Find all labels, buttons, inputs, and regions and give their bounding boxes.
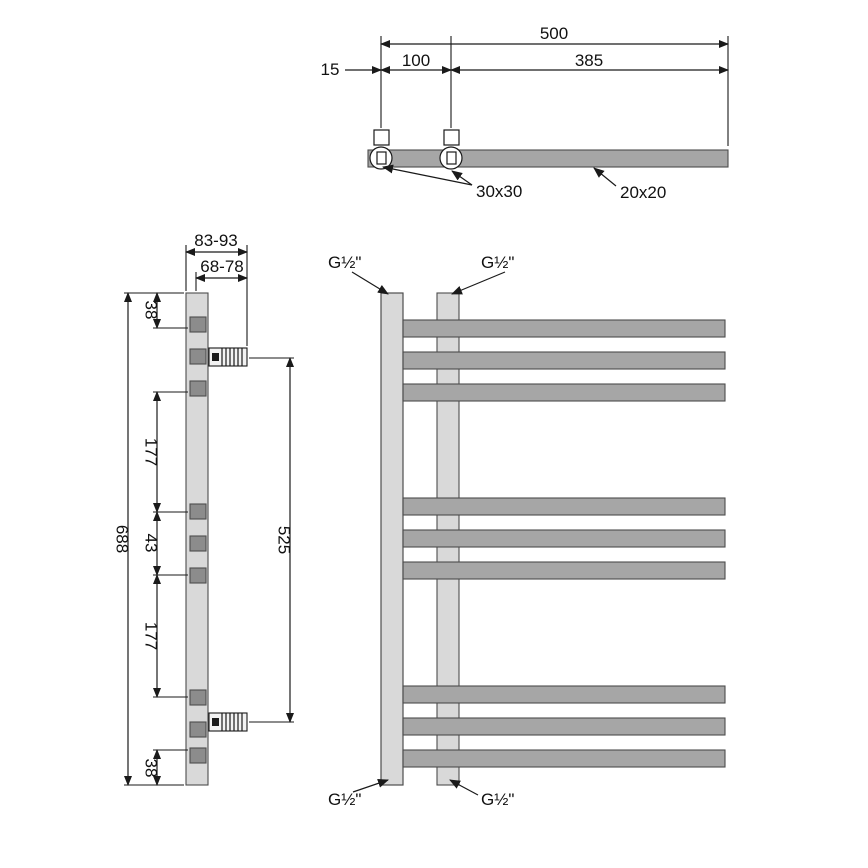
side-valve-top [209, 348, 247, 366]
front-rail-7 [403, 686, 725, 703]
side-rail-stub-5 [190, 536, 206, 551]
callout-30x30: 30x30 [476, 182, 523, 201]
dim-label-177-upper: 177 [141, 437, 161, 467]
dim-label-100: 100 [401, 51, 431, 70]
leader-g12-top-left [352, 272, 388, 294]
callout-20x20: 20x20 [620, 183, 667, 202]
front-rail-5 [403, 530, 725, 547]
front-manifold-left-outline [381, 293, 403, 785]
dim-label-38-bottom: 38 [141, 758, 161, 778]
side-rail-stub-7 [190, 690, 206, 705]
label-g12-top-right: G½" [481, 253, 515, 272]
side-rail-stub-9 [190, 748, 206, 763]
leader-tube [594, 168, 616, 186]
top-view-bracket-right-inner [447, 152, 456, 164]
dim-label-525: 525 [274, 525, 294, 555]
front-rail-2 [403, 352, 725, 369]
side-rail-stub-2 [190, 349, 206, 364]
top-view-bracket-right-square [444, 130, 459, 145]
side-rail-stub-4 [190, 504, 206, 519]
side-valve-bottom [209, 713, 247, 731]
front-rail-4 [403, 498, 725, 515]
dim-label-177-lower: 177 [141, 621, 161, 651]
front-view-group [328, 253, 725, 809]
dim-label-15: 15 [320, 60, 340, 79]
dim-label-83-93: 83-93 [194, 231, 238, 250]
label-g12-bottom-left: G½" [328, 790, 362, 809]
front-rail-1 [403, 320, 725, 337]
front-rail-3 [403, 384, 725, 401]
dim-label-68-78: 68-78 [200, 257, 244, 276]
dim-label-43: 43 [141, 533, 161, 553]
top-view-bracket-left-inner [377, 152, 386, 164]
side-rail-stub-1 [190, 317, 206, 332]
side-rail-stub-3 [190, 381, 206, 396]
top-view-tube [368, 150, 728, 167]
top-view-group [321, 24, 728, 202]
label-g12-top-left: G½" [328, 253, 362, 272]
side-rail-stub-6 [190, 568, 206, 583]
dim-label-total-500: 500 [539, 24, 569, 43]
dim-label-688: 688 [112, 524, 132, 554]
side-view-group [113, 231, 295, 785]
dim-label-38-top: 38 [141, 300, 161, 320]
front-rail-9 [403, 750, 725, 767]
top-view-bracket-left-square [374, 130, 389, 145]
label-g12-bottom-right: G½" [481, 790, 515, 809]
leader-g12-top-right [452, 272, 505, 294]
front-rail-6 [403, 562, 725, 579]
side-rail-stub-8 [190, 722, 206, 737]
leader-g12-bottom-right [450, 780, 478, 795]
front-rail-8 [403, 718, 725, 735]
dim-label-385: 385 [574, 51, 604, 70]
